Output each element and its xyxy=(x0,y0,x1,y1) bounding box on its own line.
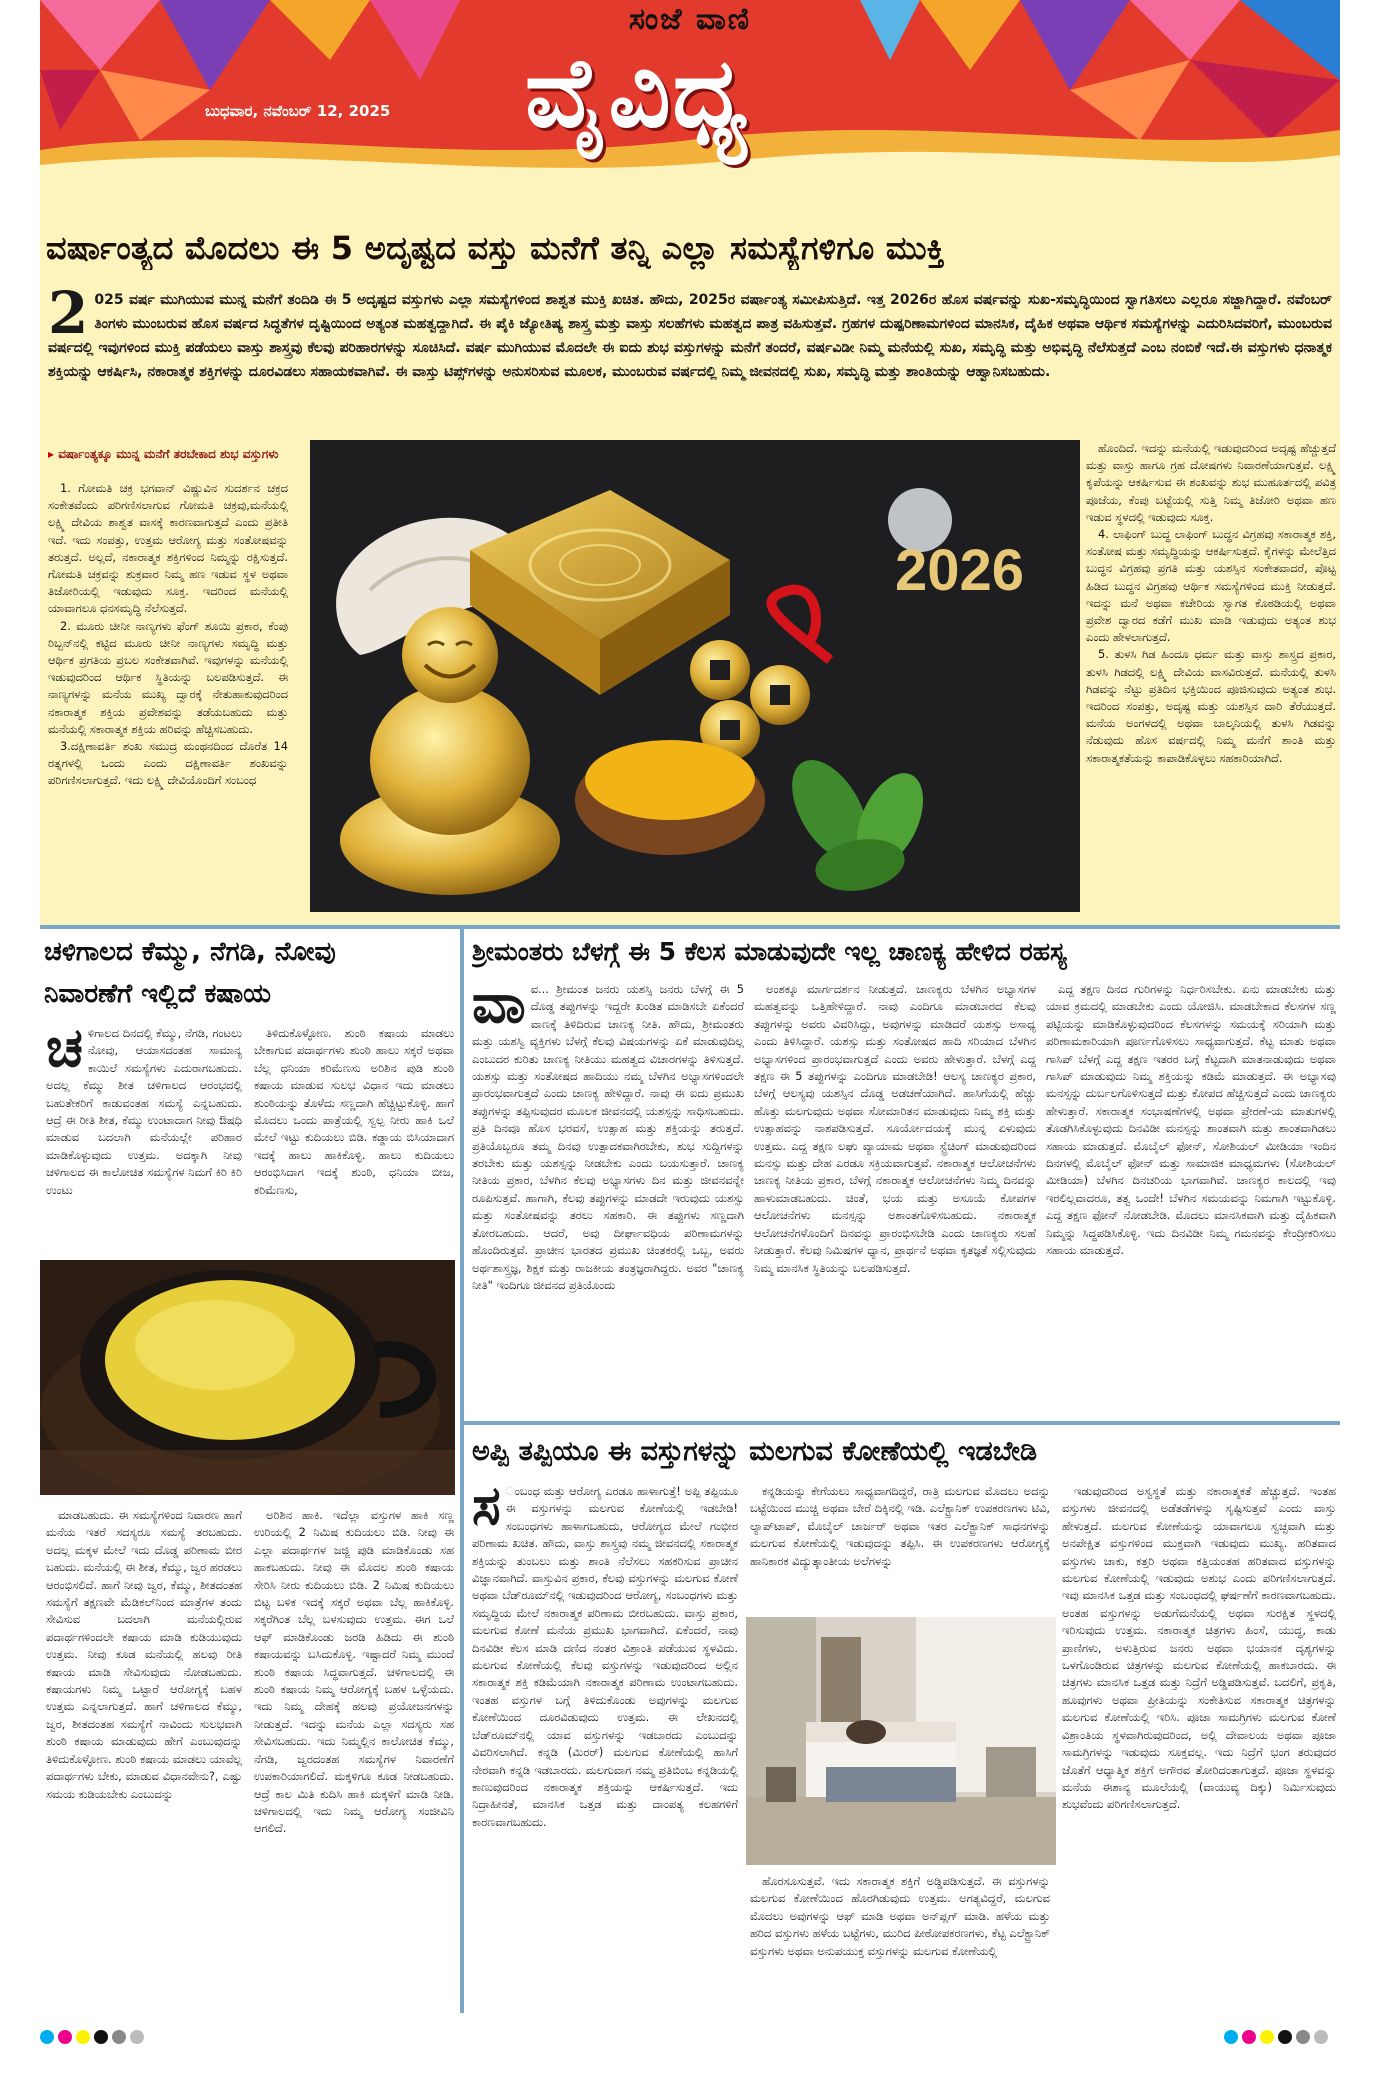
bedroom-column-2-top xyxy=(750,1483,1050,1611)
drop-initial: ಚ xyxy=(46,1025,83,1079)
remedy-column-3 xyxy=(46,1507,242,2007)
paragraph: ಅಂಶಕ್ಕೂ ಮಾರ್ಗದರ್ಶನ ನೀಡುತ್ತದೆ. ಚಾಣಕ್ಯರು ಬೆಳಗಿನ ಅಭ್ಯಾಸಗಳ ಮಹತ್ವವನ್ನು ಒತ್ತಿಹೇಳಿದ್ದಾರೆ. ನಾವು ಎಂದಿಗೂ ಮಾಡಬಾರದ ಕೆಲವು ತಪ್ಪುಗಳನ್ನು ಅವರು ವಿವರಿಸಿದ್ದು, ಅವುಗಳನ್ನು ಮಾಡಿದರೆ ಯಶಸ್ಸು ಅಸಾಧ್ಯ ಎಂದು ತಿಳಿಸಿದ್ದಾರೆ. ಯಶಸ್ಸು ಮತ್ತು ಸಂತೋಷದ ಹಾದಿ ಸರಿಯಾದ ಬೆಳಗಿನ ಅಭ್ಯಾಸಗಳಿಂದ ಪ್ರಾರಂಭವಾಗುತ್ತದೆ ಎಂದು ಅವರು ಹೇಳುತ್ತಾರೆ. ಬೆಳಗ್ಗೆ ಎದ್ದ ತಕ್ಷಣ ಈ 5 ತಪ್ಪುಗಳನ್ನು ಎಂದಿಗೂ ಮಾಡಬೇಡಿ! ಆಲಸ್ಯ ಚಾಣಕ್ಯರ ಪ್ರಕಾರ, ಬೆಳಗ್ಗೆ ಆಲಸ್ಯವು ಯಶಸ್ಸಿನ ದೊಡ್ಡ ಅಡಚಣೆಯಾಗಿದೆ. ಹಾಸಿಗೆಯಲ್ಲಿ ಹೆಚ್ಚು ಹೊತ್ತು ಮಲಗುವುದು ಅಥವಾ ಸೋಮಾರಿತನ ಮಾಡುವುದು ನಿಮ್ಮ ಶಕ್ತಿ ಮತ್ತು ಉತ್ಸಾಹವನ್ನು ನಾಶಪಡಿಸುತ್ತದೆ. ಸೂರ್ಯೋದಯಕ್ಕೆ ಮುನ್ನ ಏಳುವುದು ಉತ್ತಮ. ಎದ್ದ ತಕ್ಷಣ ಲಘು ವ್ಯಾಯಾಮ ಅಥವಾ ಸ್ಟ್ರೆಚಿಂಗ್ ಮಾಡುವುದರಿಂದ ಮನಸ್ಸು ಮತ್ತು ದೇಹ ಎರಡೂ ಸಕ್ರಿಯವಾಗುತ್ತವೆ. ನಕಾರಾತ್ಮಕ ಆಲೋಚನೆಗಳು ಚಾಣಕ್ಯ ನೀತಿಯ ಪ್ರಕಾರ, ಬೆಳಗ್ಗೆ ನಕಾರಾತ್ಮಕ ಆಲೋಚನೆಗಳು ನಿಮ್ಮ ದಿನವನ್ನು ಹಾಳುಮಾಡಬಹುದು. ಚಿಂತೆ, ಭಯ ಮತ್ತು ಅಸೂಯೆ ಕೋಪಗಳ ಆಲೋಚನೆಗಳು ಮನಸ್ಸನ್ನು ಅಶಾಂತಗೊಳಿಸಬಹುದು. ನಕಾರಾತ್ಮಕ ಆಲೋಚನೆಗಳೊಂದಿಗೆ ದಿನವನ್ನು ಪ್ರಾರಂಭಿಸಬೇಡಿ ಎಂದು ಚಾಣಕ್ಯರು ಸಲಹೆ ನೀಡುತ್ತಾರೆ. ಕೆಲವು ನಿಮಿಷಗಳ ಧ್ಯಾನ, ಪ್ರಾರ್ಥನೆ ಅಥವಾ ಕೃತಜ್ಞತೆ ಸಲ್ಲಿಸುವುದು ನಿಮ್ಮ ಮಾನಸಿಕ ಸ್ಥಿತಿಯನ್ನು ಬಲಪಡಿಸುತ್ತದೆ. xyxy=(754,982,1036,1275)
chanakya-column-3 xyxy=(1046,981,1336,1413)
masthead xyxy=(40,0,1340,190)
tea-cup-illustration xyxy=(40,1260,455,1495)
remedy-column-1 xyxy=(46,1025,242,1255)
paragraph: ಅರಿಶಿನ ಹಾಕಿ. ಇದೆಲ್ಲಾ ವಸ್ತುಗಳ ಹಾಕಿ ಸಣ್ಣ ಉರಿಯಲ್ಲಿ 2 ನಿಮಿಷ ಕುದಿಯಲು ಬಿಡಿ. ನೀವು ಈ ಎಲ್ಲಾ ಪದಾರ್ಥಗಳ ಜಜ್ಜಿ ಪುಡಿ ಮಾಡಿಕೊಂಡು ಸಹ ಹಾಕಬಹುದು. ನೀವು ಈ ಮೊದಲ ಶುಂಠಿ ಕಷಾಯ ಸೇರಿಸಿ ನೀರು ಕುದಿಯಲು ಬಿಡಿ. 2 ನಿಮಿಷ ಕುದಿಯಲು ಬಿಟ್ಟ ಬಳಿಕ ಇದಕ್ಕೆ ಸಕ್ಕರೆ ಅಥವಾ ಬೆಲ್ಲ ಹಾಕಿಕೊಳ್ಳಿ. ಸಕ್ಕರೆಗಿಂತ ಬೆಲ್ಲ ಬಳಸುವುದು ಉತ್ತಮ. ಈಗ ಒಲೆ ಆಫ್ ಮಾಡಿಕೊಂಡು ಜರಡಿ ಹಿಡಿದು ಈ ಶುಂಠಿ ಕಷಾಯವನ್ನು ಬಸಿದುಕೊಳ್ಳಿ. ಇಷ್ಟಾದರೆ ನಿಮ್ಮ ಮುಂದೆ ಶುಂಠಿ ಕಷಾಯ ಸಿದ್ಧವಾಗುತ್ತದೆ. ಚಳಿಗಾಲದಲ್ಲಿ ಈ ಶುಂಠಿ ಕಷಾಯ ನಿಮ್ಮ ಆರೋಗ್ಯಕ್ಕೆ ಬಹಳ ಒಳ್ಳೆಯದು. ಇದು ನಿಮ್ಮ ದೇಹಕ್ಕೆ ಹಲವು ಪ್ರಯೋಜನಗಳನ್ನು ನೀಡುತ್ತದೆ. ಇದನ್ನು ಮನೆಯ ಎಲ್ಲಾ ಸದಸ್ಯರು ಸಹ ಸೇವಿಸಬಹುದು. ಇದು ನಿಮ್ಮಲ್ಲಿನ ಕಾಲೋಚಿತ ಕೆಮ್ಮು, ನೆಗಡಿ, ಜ್ವರದಂತಹ ಸಮಸ್ಯೆಗಳ ನಿವಾರಣೆಗೆ ಉಪಕಾರಿಯಾಗಲಿದೆ. ಮಕ್ಕಳಿಗೂ ಕೂಡ ನೀಡಬಹುದು. ಆದ್ರೆ ಕಾಲ ಮಿತಿ ಕುದಿಸಿ ಹಾಕಿ ಮಕ್ಕಳಿಗೆ ಮಾಡಿ ನೀಡಿ. ಚಳಿಗಾಲದಲ್ಲಿ ಇದು ನಿಮ್ಮ ಆರೋಗ್ಯ ಸಂಜೀವಿನಿ ಆಗಲಿದೆ. xyxy=(254,1508,454,1836)
dateline: ಬುಧವಾರ, ನವೆಂಬರ್ 12, 2025 xyxy=(205,102,391,120)
paragraph: ಕನ್ನಡಿಯನ್ನು ಕೇಗೆಯಲು ಸಾಧ್ಯವಾಗದಿದ್ದರೆ, ರಾತ್ರಿ ಮಲಗುವ ಮೊದಲು ಅದನ್ನು ಬಟ್ಟೆಯಿಂದ ಮುಚ್ಚಿ ಅಥವಾ ಬೇರೆ ದಿಕ್ಕಿನಲ್ಲಿ ಇಡಿ. ಎಲೆಕ್ಟ್ರಾನಿಕ್ ಉಪಕರಣಗಳು ಟಿವಿ, ಲ್ಯಾಪ್‌ಟಾಪ್, ಮೊಬೈಲ್ ಚಾರ್ಜರ್ ಅಥವಾ ಇತರ ಎಲೆಕ್ಟ್ರಾನಿಕ್ ಸಾಧನಗಳನ್ನು ಮಲಗುವ ಕೋಣೆಯಲ್ಲಿ ಇಡುವುದನ್ನು ತಪ್ಪಿಸಿ. ಈ ಉಪಕರಣಗಳು ಆರೋಗ್ಯಕ್ಕೆ ಹಾನಿಕಾರಕ ವಿದ್ಯುತ್ಕಾಂತೀಯ ಅಲೆಗಳನ್ನು xyxy=(750,1484,1050,1568)
bedroom-column-1 xyxy=(472,1483,738,2008)
paragraph: 3.ದಕ್ಷಿಣಾವರ್ತಿ ಶಂಖ ಸಮುದ್ರ ಮಂಥನದಿಂದ ದೊರೆತ 14 ರತ್ನಗಳಲ್ಲಿ ಒಂದು ಎಂದು ದಕ್ಷಿಣಾವರ್ತಿ ಶಂಖವನ್ನು ಪರಿಗಣಿಸಲಾಗುತ್ತದೆ. ಇದು ಲಕ್ಷ್ಮಿ ದೇವಿಯೊಂದಿಗೆ ಸಂಬಂಧ xyxy=(48,739,288,788)
section-rule xyxy=(40,925,1340,929)
remedy-column-2 xyxy=(254,1025,454,1255)
bedroom-column-3 xyxy=(1062,1483,1336,2008)
remedy-column-4 xyxy=(254,1507,454,2007)
article-headline: ವರ್ಷಾಂತ್ಯದ ಮೊದಲು ಈ 5 ಅದೃಷ್ಟದ ವಸ್ತು ಮನೆಗೆ ತನ್ನಿ ಎಲ್ಲಾ ಸಮಸ್ಯೆಗಳಿಗೂ ಮುಕ್ತಿ xyxy=(46,229,945,267)
bedroom-column-2-bottom xyxy=(750,1873,1050,2008)
remedy-headline-line2: ನಿವಾರಣೆಗೆ ಇಲ್ಲಿದೆ ಕಷಾಯ xyxy=(44,979,272,1009)
paragraph: 5. ತುಳಸಿ ಗಿಡ ಹಿಂದೂ ಧರ್ಮ ಮತ್ತು ವಾಸ್ತು ಶಾಸ್ತ್ರದ ಪ್ರಕಾರ, ತುಳಸಿ ಗಿಡದಲ್ಲಿ ಲಕ್ಷ್ಮಿ ದೇವಿಯ ವಾಸವಿರುತ್ತದೆ. ಮನೆಯಲ್ಲಿ ತುಳಸಿ ಗಿಡವನ್ನು ನೆಟ್ಟು ಪ್ರತಿದಿನ ಭಕ್ತಿಯಿಂದ ಪೂಜಿಸುವುದು ಅತ್ಯಂತ ಶುಭ. ಇದರಿಂದ ಸಂಪತ್ತು, ಅದೃಷ್ಟ ಮತ್ತು ಯಶಸ್ಸಿನ ದಾರಿ ತೆರೆಯುತ್ತದೆ. ಮನೆಯ ಅಂಗಳದಲ್ಲಿ ಅಥವಾ ಬಾಲ್ಕನಿಯಲ್ಲಿ ತುಳಸಿ ಗಿಡವನ್ನು ನೆಡುವುದು ಹೊಸ ವರ್ಷದಲ್ಲಿ ನಿಮ್ಮ ಮನೆಗೆ ಶಾಂತಿ ಮತ್ತು ಸಕಾರಾತ್ಮಕತೆಯನ್ನು ಕಾಪಾಡಿಕೊಳ್ಳಲು ಸಹಕಾರಿಯಾಗಿದೆ. xyxy=(1086,647,1336,765)
drop-initial: ಸ xyxy=(472,1483,501,1537)
paragraph: 1. ಗೋಮತಿ ಚಕ್ರ ಭಗವಾನ್ ವಿಷ್ಣುವಿನ ಸುದರ್ಶನ ಚಕ್ರದ ಸಂಕೇತವೆಂದು ಪರಿಗಣಿಸಲಾಗುವ ಗೋಮತಿ ಚಕ್ರವು,ಮನೆಯಲ್ಲಿ ಲಕ್ಷ್ಮಿ ದೇವಿಯ ಶಾಶ್ವತ ವಾಸಕ್ಕೆ ಕಾರಣವಾಗುತ್ತದೆ ಎಂದು ಪ್ರತೀತಿ ಇದೆ. ಇದು ಸಂಪತ್ತು, ಉತ್ತಮ ಆರೋಗ್ಯ ಮತ್ತು ಸಂತೋಷವನ್ನು ತರುತ್ತದೆ. ಅಲ್ಲದೆ, ನಕಾರಾತ್ಮಕ ಶಕ್ತಿಗಳಿಂದ ನಿಮ್ಮನ್ನು ರಕ್ಷಿಸುತ್ತದೆ. ಗೋಮತಿ ಚಕ್ರವನ್ನು ಶುಕ್ರವಾರ ನಿಮ್ಮ ಹಣ ಇಡುವ ಸ್ಥಳ ಅಥವಾ ತಿಜೋರಿಯಲ್ಲಿ ಇಡುವುದು ಸೂಕ್ತ. ಇದರಿಂದ ಮನೆಯಲ್ಲಿ ಯಾವಾಗಲೂ ಧನಸಮೃದ್ಧಿ ನೆಲೆಸುತ್ತದೆ. xyxy=(48,481,288,616)
article-column-left xyxy=(48,480,288,910)
ginger-kashaya-photo xyxy=(40,1260,455,1495)
paragraph: ಂಬಂಧ ಮತ್ತು ಆರೋಗ್ಯ ಎರಡೂ ಹಾಳಾಗುತ್ತೆ! ಅಪ್ಪಿ ತಪ್ಪಿಯೂ ಈ ವಸ್ತುಗಳನ್ನು ಮಲಗುವ ಕೋಣೆಯಲ್ಲಿ ಇಡಬೇಡಿ! ಸಂಬಂಧಗಳು ಹಾಳಾಗಬಹುದು, ಆರೋಗ್ಯದ ಮೇಲೆ ಗಂಭೀರ ಪರಿಣಾಮ ಖಚಿತ. ಹೌದು, ವಾಸ್ತು ಶಾಸ್ತ್ರವು ನಮ್ಮ ಜೀವನದಲ್ಲಿ ಸಕಾರಾತ್ಮಕ ಶಕ್ತಿಯನ್ನು ತುಂಬಲು ಮತ್ತು ಶಾಂತಿ ನೆಲೆಸಲು ಸಹಕರಿಸುವ ಪ್ರಾಚೀನ ವಿಜ್ಞಾನವಾಗಿದೆ. ವಾಸ್ತುವಿನ ಪ್ರಕಾರ, ಕೆಲವು ವಸ್ತುಗಳನ್ನು ಮಲಗುವ ಕೋಣೆ ಅಥವಾ ಬೆಡ್‌ರೂಮ್‌ನಲ್ಲಿ ಇಡುವುದರಿಂದ ಆರೋಗ್ಯ, ಸಂಬಂಧಗಳು ಮತ್ತು ಸಮೃದ್ಧಿಯ ಮೇಲೆ ನಕಾರಾತ್ಮಕ ಪರಿಣಾಮ ಬೀರಬಹುದು. ವಾಸ್ತು ಪ್ರಕಾರ, ಮಲಗುವ ಕೋಣೆ ಮನೆಯ ಪ್ರಮುಖ ಭಾಗವಾಗಿದೆ. ಏಕೆಂದರೆ, ನಾವು ದಿನವಿಡೀ ಕೆಲಸ ಮಾಡಿ ದಣಿದ ನಂತರ ವಿಶ್ರಾಂತಿ ಪಡೆಯುವ ಸ್ಥಳವಿದು. ಮಲಗುವ ಕೋಣೆಯಲ್ಲಿ ಕೆಲವು ವಸ್ತುಗಳನ್ನು ಇಡುವುದರಿಂದ ಅಲ್ಲಿನ ಸಕಾರಾತ್ಮಕ ಶಕ್ತಿ ಕಡಿಮೆಯಾಗಿ ನಕಾರಾತ್ಮಕ ಪರಿಣಾಮ ಉಂಟಾಗಬಹುದು. ಇಂತಹ ವಸ್ತುಗಳ ಬಗ್ಗೆ ತಿಳಿದುಕೊಂಡು ಅವುಗಳನ್ನು ಮಲಗುವ ಕೋಣೆಯಿಂದ ದೂರವಿಡುವುದು ಉತ್ತಮ. ಈ ಲೇಖನದಲ್ಲಿ ಬೆಡ್‌ರೂಮ್‌ನಲ್ಲಿ ಯಾವ ವಸ್ತುಗಳನ್ನು ಇಡಬಾರದು ಎಂಬುದನ್ನು ವಿವರಿಸಲಾಗಿದೆ. ಕನ್ನಡಿ (ಮಿರರ್) ಮಲಗುವ ಕೋಣೆಯಲ್ಲಿ ಹಾಸಿಗೆ ನೇರವಾಗಿ ಕನ್ನಡಿ ಇಡಬಾರದು. ಮಲಗುವಾಗ ನಮ್ಮ ಪ್ರತಿಬಿಂಬ ಕನ್ನಡಿಯಲ್ಲಿ ಕಾಣುವುದರಿಂದ ನಕಾರಾತ್ಮಕ ಶಕ್ತಿಯನ್ನು ಆಕರ್ಷಿಸುತ್ತದೆ. ಇದು ನಿದ್ರಾಹೀನತೆ, ಮಾನಸಿಕ ಒತ್ತಡ ಮತ್ತು ದಾಂಪತ್ಯ ಕಲಹಗಳಿಗೆ ಕಾರಣವಾಗಬಹುದು. xyxy=(472,1484,738,1829)
color-registration-marks-right xyxy=(1224,2030,1328,2044)
article-lead xyxy=(48,279,1332,384)
dropcap: 2 xyxy=(48,279,89,347)
section-rule xyxy=(464,1421,1340,1425)
lucky-items-illustration xyxy=(310,440,1080,912)
article-lucky-items xyxy=(40,190,1340,925)
bedroom-illustration xyxy=(746,1617,1056,1865)
bedroom-headline: ಅಪ್ಪಿ ತಪ್ಪಿಯೂ ಈ ವಸ್ತುಗಳನ್ನು ಮಲಗುವ ಕೋಣೆಯಲ್ಲಿ ಇಡಬೇಡಿ xyxy=(472,1436,1038,1467)
paragraph: ವ... ಶ್ರೀಮಂತ ಜನರು ಯಶಸ್ಸಿ ಜನರು ಬೆಳಗ್ಗೆ ಈ 5 ದೊಡ್ಡ ತಪ್ಪುಗಳನ್ನು ಇದ್ದರೇ ಖಂಡಿತ ಮಾಡಿಸಬೇ ಏಕೆಂದರೆ ವಾಣಕ್ಕೆ ತಿಳಿದಿರುವ ಚಾಣಕ್ಯ ನೀತಿ. ಹೌದು, ಶ್ರೀಮಂತರು ಮತ್ತು ಯಶಸ್ವಿ ವ್ಯಕ್ತಿಗಳು ಬೆಳಗ್ಗೆ ಕೆಲವು ವಿಷಯಗಳನ್ನು ಏಕೆ ಮಾಡುವುದಿಲ್ಲ ಎಂಬುದರ ಕುರಿತು ಚಾಣಕ್ಯ ನೀತಿಯು ಮಹತ್ವದ ವಿಚಾರಗಳನ್ನು ತಿಳಿಸುತ್ತದೆ. ಯಶಸ್ಸು ಮತ್ತು ಸಂತೋಷದ ಹಾದಿಯು ನಮ್ಮ ಬೆಳಗಿನ ಅಭ್ಯಾಸಗಳಿಂದಲೇ ಪ್ರಾರಂಭವಾಗುತ್ತದೆ ಎಂದು ಚಾಣಕ್ಯ ಹೇಳಿದ್ದಾರೆ. ನಾವು ಈ ಐದು ಪ್ರಮುಖ ತಪ್ಪುಗಳನ್ನು ತಪ್ಪಿಸುವುದರ ಮೂಲಕ ಜೀವನದಲ್ಲಿ ಯಶಸ್ಸನ್ನು ಸಾಧಿಸಬಹುದು. ಪ್ರತಿ ದಿನವೂ ಹೊಸ ಭರವಸೆ, ಉತ್ಸಾಹ ಮತ್ತು ಶಕ್ತಿಯನ್ನು ತರುತ್ತದೆ. ಪ್ರತಿಯೊಬ್ಬರೂ ತಮ್ಮ ದಿನವು ಉತ್ಪಾದಕವಾಗಿರಬೇಕು, ಶುಭ ಸುದ್ದಿಗಳನ್ನು ತರಬೇಕು ಮತ್ತು ಯಶಸ್ಸನ್ನು ನೀಡಬೇಕು ಎಂದು ಬಯಸುತ್ತಾರೆ. ಚಾಣಕ್ಯ ನೀತಿಯ ಪ್ರಕಾರ, ಬೆಳಗಿನ ಕೆಲವು ಅಭ್ಯಾಸಗಳು ದಿನ ಮತ್ತು ಜೀವನವನ್ನೇ ರೂಪಿಸುತ್ತವೆ. ಹಾಗಾಗಿ, ಕೆಲವು ತಪ್ಪುಗಳನ್ನು ಮಾಡದೇ ಇರುವುದು ಯಶಸ್ಸು ಮತ್ತು ಸಂತೋಷವನ್ನು ತರಲು ಸಹಕಾರಿ. ಈ ತಪ್ಪುಗಳು ಸಣ್ಣದಾಗಿ ತೋರಬಹುದು. ಆದರೆ, ಅವು ದೀರ್ಘಾವಧಿಯ ಪರಿಣಾಮಗಳನ್ನು ಹೊಂದಿರುತ್ತವೆ. ಪ್ರಾಚೀನ ಭಾರತದ ಪ್ರಮುಖ ಚಿಂತಕರಲ್ಲಿ ಒಬ್ಬ, ಅವರು ಅರ್ಥಶಾಸ್ತ್ರಜ್ಞ, ಶಿಕ್ಷಕ ಮತ್ತು ರಾಜಕೀಯ ತಂತ್ರಜ್ಞರಾಗಿದ್ದರು. ಅವರ "ಚಾಣಕ್ಯ ನೀತಿ" ಇಂದಿಗೂ ಜೀವನದ ಪ್ರತಿಯೊಂದು xyxy=(472,982,744,1292)
chanakya-headline: ಶ್ರೀಮಂತರು ಬೆಳಗ್ಗೆ ಈ 5 ಕೆಲಸ ಮಾಡುವುದೇ ಇಲ್ಲ ಚಾಣಕ್ಯ ಹೇಳಿದ ರಹಸ್ಯ xyxy=(472,937,1067,966)
color-registration-marks-left xyxy=(40,2030,144,2044)
paragraph: ಎದ್ದ ತಕ್ಷಣ ದಿನದ ಗುರಿಗಳನ್ನು ನಿರ್ಧರಿಸಬೇಕು. ಏನು ಮಾಡಬೇಕು ಮತ್ತು ಯಾವ ಕ್ರಮದಲ್ಲಿ ಮಾಡಬೇಕು ಎಂದು ಯೋಜಿಸಿ. ಮಾಡಬೇಕಾದ ಕೆಲಸಗಳ ಸಣ್ಣ ಪಟ್ಟಿಯನ್ನು ಮಾಡಿಕೊಳ್ಳುವುದರಿಂದ ಕೆಲಸಗಳನ್ನು ಸಮಯಕ್ಕೆ ಸರಿಯಾಗಿ ಮತ್ತು ಪರಿಣಾಮಕಾರಿಯಾಗಿ ಪೂರ್ಣಗೊಳಿಸಲು ಸಾಧ್ಯವಾಗುತ್ತದೆ. ಕೆಟ್ಟ ಮಾತು ಅಥವಾ ಗಾಸಿಪ್ ಬೆಳಗ್ಗೆ ಎದ್ದ ತಕ್ಷಣ ಇತರರ ಬಗ್ಗೆ ಕೆಟ್ಟದಾಗಿ ಮಾತನಾಡುವುದು ಅಥವಾ ಗಾಸಿಪ್ ಮಾಡುವುದು ನಿಮ್ಮ ಶಕ್ತಿಯನ್ನು ಕಡಿಮೆ ಮಾಡುತ್ತದೆ. ಈ ಅಭ್ಯಾಸವು ಮನಸ್ಸನ್ನು ದುರ್ಬಲಗೊಳಿಸುತ್ತದೆ ಮತ್ತು ಕೋಪದ ಹೆಚ್ಚಿಸುತ್ತದೆ ಎಂದು ಚಾಣಕ್ಯರು ಹೇಳುತ್ತಾರೆ. ಸಕಾರಾತ್ಮಕ ಸಂಭಾಷಣೆಗಳಲ್ಲಿ ಅಥವಾ ಪ್ರೇರಣೆ-ಯ ಮಾತುಗಳಲ್ಲಿ ತೊಡಗಿಸಿಕೊಳ್ಳುವುದು ದಿನವಿಡೀ ಮನಸ್ಸನ್ನು ಶಾಂತವಾಗಿ ಮತ್ತು ಶಾಂತವಾಗಿಡಲು ಸಹಾಯ ಮಾಡುತ್ತದೆ. ಮೊಬೈಲ್ ಫೋನ್, ಸೋಶಿಯಲ್ ಮೀಡಿಯಾ ಇಂದಿನ ದಿನಗಳಲ್ಲಿ ಮೊಬೈಲ್ ಫೋನ್ ಮತ್ತು ಸಾಮಾಜಿಕ ಮಾಧ್ಯಮಗಳು (ಸೋಶಿಯಲ್ ಮೀಡಿಯಾ) ಬೆಳಗಿನ ದಿನಚರಿಯ ಭಾಗವಾಗಿವೆ. ಚಾಣಕ್ಯರ ಕಾಲದಲ್ಲಿ ಇವು ಇರಲಿಲ್ಲವಾದರೂ, ತತ್ವ ಒಂದೇ! ಬೆಳಗಿನ ಸಮಯವನ್ನು ನಿಮಗಾಗಿ ಇಟ್ಟುಕೊಳ್ಳಿ. ಎದ್ದ ತಕ್ಷಣ ಫೋನ್ ನೋಡಬೇಡಿ. ಮೊದಲು ಮಾನಸಿಕವಾಗಿ ಮತ್ತು ದೈಹಿಕವಾಗಿ ನಿಮ್ಮನ್ನು ಸಿದ್ಧಪಡಿಸಿಕೊಳ್ಳಿ. ಇದು ದಿನವಿಡೀ ನಿಮ್ಮ ಗಮನವನ್ನು ಕೇಂದ್ರೀಕರಿಸಲು ಸಹಾಯ ಮಾಡುತ್ತದೆ. xyxy=(1046,982,1336,1258)
paragraph: ಇಡುವುದರಿಂದ ಅಸ್ವಸ್ಥತೆ ಮತ್ತು ನಕಾರಾತ್ಮಕತೆ ಹೆಚ್ಚುತ್ತದೆ. ಇಂತಹ ವಸ್ತುಗಳು ಜೀವನದಲ್ಲಿ ಅಡೆತಡೆಗಳನ್ನು ಸೃಷ್ಟಿಸುತ್ತವೆ ಎಂದು ವಾಸ್ತು ಹೇಳುತ್ತದೆ. ಮಲಗುವ ಕೋಣೆಯನ್ನು ಯಾವಾಗಲೂ ಸ್ವಚ್ಛವಾಗಿ ಮತ್ತು ಅನಪೇಕ್ಷಿತ ವಸ್ತುಗಳಿಂದ ಮುಕ್ತವಾಗಿ ಇಡುವುದು ಮುಖ್ಯ. ಹರಿತವಾದ ವಸ್ತುಗಳು ಚಾಕು, ಕತ್ತರಿ ಅಥವಾ ಕತ್ತಿಯಂತಹ ಹರಿತವಾದ ವಸ್ತುಗಳನ್ನು ಮಲಗುವ ಕೋಣೆಯಲ್ಲಿ ಇಡುವುದು ಅಶುಭ ಎಂದು ಪರಿಗಣಿಸಲಾಗುತ್ತದೆ. ಇವು ಮಾನಸಿಕ ಒತ್ತಡ ಮತ್ತು ಸಂಬಂಧದಲ್ಲಿ ಘರ್ಷಣೆಗೆ ಕಾರಣವಾಗಬಹುದು. ಅಂತಹ ವಸ್ತುಗಳನ್ನು ಅಡುಗೆಮನೆಯಲ್ಲಿ ಅಥವಾ ಸುರಕ್ಷಿತ ಸ್ಥಳದಲ್ಲಿ ಇರಿಸುವುದು ಉತ್ತಮ. ನಕಾರಾತ್ಮಕ ಚಿತ್ರಗಳು ಹಿಂಸೆ, ಯುದ್ಧ, ಕಾಡು ಪ್ರಾಣಿಗಳು, ಅಳುತ್ತಿರುವ ಜನರು ಅಥವಾ ಭಯಾನಕ ದೃಶ್ಯಗಳನ್ನು ಒಳಗೊಂಡಿರುವ ಚಿತ್ರಗಳನ್ನು ಮಲಗುವ ಕೋಣೆಯಲ್ಲಿ ಹಾಕಬಾರದು. ಈ ಚಿತ್ರಗಳು ಮಾನಸಿಕ ಒತ್ತಡ ಮತ್ತು ನಿದ್ರೆಗೆ ಅಡ್ಡಿಪಡಿಸುತ್ತವೆ. ಬದಲಿಗೆ, ಪ್ರಕೃತಿ, ಹೂವುಗಳು ಅಥವಾ ಪ್ರೀತಿಯನ್ನು ಸಂಕೇತಿಸುವ ಸಕಾರಾತ್ಮಕ ಚಿತ್ರಗಳನ್ನು ಮಲಗುವ ಕೋಣೆಯಲ್ಲಿ ಇರಿಸಿ. ಪೂಜಾ ಸಾಮಗ್ರಿಗಳು ಮಲಗುವ ಕೋಣೆ ವಿಶ್ರಾಂತಿಯ ಸ್ಥಳವಾಗಿರುವುದರಿಂದ, ಅಲ್ಲಿ ದೇವಾಲಯ ಅಥವಾ ಪೂಜಾ ಸಾಮಗ್ರಿಗಳನ್ನು ಇಡುವುದು ಸೂಕ್ತವಲ್ಲ. ಇದು ನಿದ್ರೆಗೆ ಭಂಗ ತರುವುದರ ಜೊತೆಗೆ ಆಧ್ಯಾತ್ಮಿಕ ಶಕ್ತಿಗೆ ಅಗೌರವ ತೋರಿದಂತಾಗುತ್ತದೆ. ಪೂಜಾ ಸ್ಥಳವನ್ನು ಮನೆಯ ಈಶಾನ್ಯ ಮೂಲೆಯಲ್ಲಿ (ವಾಯುವ್ಯ ದಿಕ್ಕು) ನಿರ್ಮಿಸುವುದು ಶುಭವೆಂದು ಪರಿಗಣಿಸಲಾಗುತ್ತದೆ. xyxy=(1062,1484,1336,1812)
newspaper-page xyxy=(40,0,1340,2087)
lead-text: 025 ವರ್ಷ ಮುಗಿಯುವ ಮುನ್ನ ಮನೆಗೆ ತಂದಿಡಿ ಈ 5 ಅದೃಷ್ಟದ ವಸ್ತುಗಳು ಎಲ್ಲಾ ಸಮಸ್ಯೆಗಳಿಂದ ಶಾಶ್ವತ ಮುಕ್ತಿ ಖಚಿತ. ಹೌದು, 2025ರ ವರ್ಷಾಂತ್ಯ ಸಮೀಪಿಸುತ್ತಿದೆ. ಇತ್ತ 2026ರ ಹೊಸ ವರ್ಷವನ್ನು ಸುಖ-ಸಮೃದ್ಧಿಯಿಂದ ಸ್ವಾಗತಿಸಲು ಎಲ್ಲರೂ ಸಜ್ಜಾಗಿದ್ದಾರೆ. ನವೆಂಬರ್ ತಿಂಗಳು ಮುಂಬರುವ ಹೊಸ ವರ್ಷದ ಸಿದ್ಧತೆಗಳ ದೃಷ್ಟಿಯಿಂದ ಅತ್ಯಂತ ಮಹತ್ವದ್ದಾಗಿದೆ. ಈ ಪೈಕಿ ಜ್ಯೋತಿಷ್ಯ ಶಾಸ್ತ್ರ ಮತ್ತು ವಾಸ್ತು ಸಲಹೆಗಳು ಮಹತ್ವದ ಪಾತ್ರ ವಹಿಸುತ್ತವೆ. ಗ್ರಹಗಳ ದುಷ್ಪರಿಣಾಮಗಳಿಂದ ಮಾನಸಿಕ, ದೈಹಿಕ ಅಥವಾ ಆರ್ಥಿಕ ಸಮಸ್ಯೆಗಳನ್ನು ಎದುರಿಸಿದವರಿಗೆ, ಮುಂಬರುವ ವರ್ಷದಲ್ಲಿ ಇವುಗಳಿಂದ ಮುಕ್ತಿ ಪಡೆಯಲು ವಾಸ್ತು ಶಾಸ್ತ್ರವು ಕೆಲವು ಪರಿಹಾರಗಳನ್ನು ಸೂಚಿಸಿದೆ. ವರ್ಷ ಮುಗಿಯುವ ಮೊದಲೇ ಈ ಐದು ಶುಭ ವಸ್ತುಗಳನ್ನು ಮನೆಗೆ ತಂದರೆ, ವರ್ಷವಿಡೀ ನಿಮ್ಮ ಮನೆಯಲ್ಲಿ ಸುಖ, ಸಮೃದ್ಧಿ ಮತ್ತು ಅಭಿವೃದ್ಧಿ ನೆಲೆಸುತ್ತದೆ ಎಂಬ ನಂಬಿಕೆ ಇದೆ.ಈ ವಸ್ತುಗಳು ಧನಾತ್ಮಕ ಶಕ್ತಿಯನ್ನು ಆಕರ್ಷಿಸಿ, ನಕಾರಾತ್ಮಕ ಶಕ್ತಿಗಳನ್ನು ದೂರವಿಡಲು ಸಹಾಯಕವಾಗಿವೆ. ಈ ವಾಸ್ತು ಟಿಪ್ಸ್‌ಗಳನ್ನು ಅನುಸರಿಸುವ ಮೂಲಕ, ಮುಂಬರುವ ವರ್ಷದಲ್ಲಿ ನಿಮ್ಮ ಜೀವನದಲ್ಲಿ ಸುಖ, ಸಮೃದ್ಧಿ ಮತ್ತು ಶಾಂತಿಯನ್ನು ಆಹ್ವಾನಿಸಬಹುದು. xyxy=(48,292,1332,380)
paragraph: ಳಿಗಾಲದ ದಿನದಲ್ಲಿ ಕೆಮ್ಮು, ನೆಗಡಿ, ಗಂಟಲು ನೋವು, ಆಯಾಸದಂತಹ ಸಾಮಾನ್ಯ ಕಾಯಿಲೆ ಸಮಸ್ಯೆಗಳು ಎದುರಾಗಬಹುದು. ಅದಲ್ಲ ಕೆಮ್ಮು ಶೀತ ಚಳಿಗಾಲದ ಆರಂಭದಲ್ಲಿ ಬಹುತೇಕರಿಗೆ ಕಾಡುವಂತಹ ಸಮಸ್ಯೆ ಎನ್ನಬಹುದು. ಆದ್ರೆ ಈ ರೀತಿ ಶೀತ, ಕೆಮ್ಮು ಉಂಟಾದಾಗ ನೀವು ಔಷಧಿ ಮಾಡುವ ಬದಲಾಗಿ ಮನೆಯಲ್ಲೇ ಪರಿಹಾರ ಮಾಡಿಕೊಳ್ಳುವುದು ಉತ್ತಮ. ಅದಕ್ಕಾಗಿ ನೀವು ಚಳಿಗಾಲದ ಈ ಕಾಲೋಚಿತ ಸಮಸ್ಯೆಗಳ ನಿಮಗೆ ಕಿರಿ ಕಿರಿ ಉಂಟು xyxy=(46,1026,242,1197)
year-2026-label: 2026 xyxy=(895,538,1025,603)
paragraph: ಹೊರಸೂಸುತ್ತವೆ. ಇದು ಸಕಾರಾತ್ಮಕ ಶಕ್ತಿಗೆ ಅಡ್ಡಿಪಡಿಸುತ್ತದೆ. ಈ ವಸ್ತುಗಳನ್ನು ಮಲಗುವ ಕೋಣೆಯಿಂದ ಹೊರಗಿಡುವುದು ಉತ್ತಮ. ಅಗತ್ಯವಿದ್ದರೆ, ಮಲಗುವ ಮೊದಲು ಅವುಗಳನ್ನು ಆಫ್ ಮಾಡಿ ಅಥವಾ ಅನ್‌ಪ್ಲಗ್ ಮಾಡಿ. ಹಳೆಯ ಮತ್ತು ಹರಿದ ವಸ್ತುಗಳು ಹಳೆಯ ಬಟ್ಟೆಗಳು, ಮುರಿದ ಪೀಠೋಪಕರಣಗಳು, ಕೆಟ್ಟ ಎಲೆಕ್ಟ್ರಾನಿಕ್ ವಸ್ತುಗಳು ಅಥವಾ ಅನುಪಯುಕ್ತ ವಸ್ತುಗಳನ್ನು ಮಲಗುವ ಕೋಣೆಯಲ್ಲಿ xyxy=(750,1874,1050,1958)
turmeric-bowl xyxy=(575,740,765,855)
article-column-right xyxy=(1086,440,1336,910)
sub-heading: ▸ ವರ್ಷಾಂತ್ಯಕ್ಕೂ ಮುನ್ನ ಮನೆಗೆ ತರಬೇಕಾದ ಶುಭ ವಸ್ತುಗಳು xyxy=(48,446,288,462)
lower-section xyxy=(40,925,1340,2013)
paper-name: ಸಂಜೆ ವಾಣಿ xyxy=(628,2,752,37)
paragraph: 4. ಲಾಫಿಂಗ್ ಬುದ್ಧ ಲಾಫಿಂಗ್ ಬುದ್ಧನ ವಿಗ್ರಹವು ಸಕಾರಾತ್ಮಕ ಶಕ್ತಿ, ಸಂತೋಷ ಮತ್ತು ಸಮೃದ್ಧಿಯನ್ನು ಆಕರ್ಷಿಸುತ್ತದೆ. ಕೈಗಳನ್ನು ಮೇಲೆತ್ತಿದ ಬುದ್ಧನ ವಿಗ್ರಹವು ಪ್ರಗತಿ ಮತ್ತು ಯಶಸ್ಸಿನ ಸಂಕೇತವಾದರೆ, ಪೊಟ್ಟ ಹಿಡಿದ ಬುದ್ಧನ ವಿಗ್ರಹವು ಆರ್ಥಿಕ ಸಮಸ್ಯೆಗಳಿಂದ ಮುಕ್ತಿ ನೀಡುತ್ತದೆ. ಇದನ್ನು ಮನೆ ಅಥವಾ ಕಚೇರಿಯ ಸ್ವಾಗತ ಕೊಠಡಿಯಲ್ಲಿ ಅಥವಾ ಪ್ರವೇಶ ದ್ವಾರದ ಕಡೆಗೆ ಮುಖ ಮಾಡಿ ಇಡುವುದು ಅತ್ಯಂತ ಶುಭ ಎಂದು ಹೇಳಲಾಗುತ್ತದೆ. xyxy=(1086,527,1336,645)
paragraph: ಹೊಂದಿದೆ. ಇದನ್ನು ಮನೆಯಲ್ಲಿ ಇಡುವುದರಿಂದ ಅದೃಷ್ಟ ಹೆಚ್ಚುತ್ತದೆ ಮತ್ತು ವಾಸ್ತು ಹಾಗೂ ಗ್ರಹ ದೋಷಗಳು ನಿವಾರಣೆಯಾಗುತ್ತವೆ. ಲಕ್ಷ್ಮಿ ಕೃಪೆಯನ್ನು ಆಕರ್ಷಿಸುವ ಈ ಶಂಖವನ್ನು ಶುಭ ಮುಹೂರ್ತದಲ್ಲಿ ಪವಿತ್ರ ಪೂಜೆಯ, ಕೆಂಪು ಬಟ್ಟೆಯಲ್ಲಿ ಸುತ್ತಿ ನಿಮ್ಮ ತಿಜೋರಿ ಅಥವಾ ಹಣ ಇಡುವ ಸ್ಥಳದಲ್ಲಿ ಇಡುವುದು ಸೂಕ್ತ. xyxy=(1086,441,1336,524)
paragraph: ತಿಳಿದುಕೊಳ್ಳೋಣ. ಶುಂಠಿ ಕಷಾಯ ಮಾಡಲು ಬೇಕಾಗುವ ಪದಾರ್ಥಗಳು ಶುಂಠಿ ಹಾಲು ಸಕ್ಕರೆ ಅಥವಾ ಬೆಲ್ಲ ಧನಿಯಾ ಕರಿಮೆಣಸು ಅರಿಶಿನ ಪುಡಿ ಶುಂಠಿ ಕಷಾಯ ಮಾಡುವ ಸುಲಭ ವಿಧಾನ ಇದು ಮಾಡಲು ಶುಂಠಿಯನ್ನು ತೊಳೆದು ಸಣ್ಣದಾಗಿ ಹೆಚ್ಚಿಟ್ಟುಕೊಳ್ಳಿ. ಹಾಗೆ ಮೊದಲು ಒಂದು ಪಾತ್ರೆಯಲ್ಲಿ ಸ್ವಲ್ಪ ನೀರು ಹಾಕಿ ಒಲೆ ಮೇಲೆ ಇಟ್ಟು ಕುದಿಯಲು ಬಿಡಿ. ಕಡ್ಡಾಯ ಬಿಸಿಯಾದಾಗ ಇದಕ್ಕೆ ಹಾಲು ಹಾಕಿಕೊಳ್ಳಿ. ಹಾಲು ಕುದಿಯಲು ಆರಂಭಿಸಿದಾಗ ಇದಕ್ಕೆ ಶುಂಠಿ, ಧನಿಯಾ ಬೀಜ, ಕರಿಮೆಣಸು, xyxy=(254,1026,454,1197)
lucky-items-photo xyxy=(310,440,1080,912)
chanakya-column-1 xyxy=(472,981,744,1413)
chanakya-column-2 xyxy=(754,981,1036,1413)
drop-initial: ವಾ xyxy=(472,981,526,1035)
bedroom-photo xyxy=(746,1617,1056,1865)
remedy-headline-line1: ಚಳಿಗಾಲದ ಕೆಮ್ಮು, ನೆಗಡಿ, ನೋವು xyxy=(44,937,336,967)
paragraph: 2. ಮೂರು ಚೀನೀ ನಾಣ್ಯಗಳು ಫೆಂಗ್ ಶೂಯಿ ಪ್ರಕಾರ, ಕೆಂಪು ರಿಬ್ಬನ್‌ನಲ್ಲಿ ಕಟ್ಟಿದ ಮೂರು ಚೀನೀ ನಾಣ್ಯಗಳು ಸಮೃದ್ಧಿ ಮತ್ತು ಆರ್ಥಿಕ ಪ್ರಗತಿಯ ಪ್ರಬಲ ಸಂಕೇತವಾಗಿವೆ. ಇವುಗಳನ್ನು ಮನೆಯಲ್ಲಿ ಇಡುವುದರಿಂದ ಆರ್ಥಿಕ ಸ್ಥಿತಿಯನ್ನು ಬಲಪಡಿಸುತ್ತದೆ. ಈ ನಾಣ್ಯಗಳನ್ನು ಮನೆಯ ಮುಖ್ಯ ದ್ವಾರಕ್ಕೆ ನೇತುಹಾಕುವುದರಿಂದ ನಕಾರಾತ್ಮಕ ಶಕ್ತಿಯ ಪ್ರವೇಶವನ್ನು ತಡೆಯಬಹುದು ಮತ್ತು ಮನೆಯಲ್ಲಿ ಸಕಾರಾತ್ಮಕ ಶಕ್ತಿಯ ಹರಿವನ್ನು ಹೆಚ್ಚಿಸಬಹುದು. xyxy=(48,618,288,736)
column-rule xyxy=(460,925,464,2013)
section-title: ವೈವಿಧ್ಯ xyxy=(525,36,750,149)
paragraph: ಮಾಡಬಹುದು. ಈ ಸಮಸ್ಯೆಗಳಿಂದ ನಿವಾರಣ ಹಾಗೆ ಮನೆಯ ಇತರೆ ಸದಸ್ಯರೂ ಸಮಸ್ಯೆ ತರಬಹುದು. ಅದಲ್ಲ ಮಕ್ಕಳ ಮೇಲೆ ಇದು ದೊಡ್ಡ ಪರಿಣಾಮ ಬೀರ ಬಹುದು. ಮನೆಯಲ್ಲಿ ಈ ಶೀತ, ಕೆಮ್ಮು, ಜ್ವರ ಹರಡಲು ಆರಂಭಿಸಲಿದೆ. ಹಾಗೆ ನೀವು ಜ್ವರ, ಕೆಮ್ಮು, ಶೀತದಂತಹ ಸಮಸ್ಯೆಗೆ ತಕ್ಷಣವೇ ಮೆಡಿಕಲ್‌ನಿಂದ ಮಾತ್ರೆಗಳ ತಂದು ಸೇವಿಸುವ ಬದಲಾಗಿ ಮನೆಯಲ್ಲಿರುವ ಪದಾರ್ಥಗಳಿಂದಲೇ ಕಷಾಯ ಮಾಡಿ ಕುಡಿಯುವುದು ಉತ್ತಮ. ನೀವು ಕೂಡ ಮನೆಯಲ್ಲಿ ಹಲವು ರೀತಿ ಕಷಾಯ ಮಾಡಿ ಸೇವಿಸುವುದು ನೋಡಬಹುದು. ಕಷಾಯಗಳು ನಿಮ್ಮ ಒಟ್ಟಾರೆ ಆರೋಗ್ಯಕ್ಕೆ ಬಹಳ ಉತ್ತಮ ಎನ್ನಲಾಗುತ್ತದೆ. ಹಾಗೆ ಚಳಿಗಾಲದ ಕೆಮ್ಮು, ಜ್ವರ, ಶೀತದಂತಹ ಸಮಸ್ಯೆಗೆ ನಾವಿಂದು ಸುಲಭವಾಗಿ ಶುಂಠಿ ಕಷಾಯ ಮಾಡುವುದು ಹೇಗೆ ಎಂಬುವುದನ್ನು ತಿಳಿದುಕೊಳ್ಳೋಣ. ಶುಂಠಿ ಕಷಾಯ ಮಾಡಲು ಯಾವೆಲ್ಲ ಪದಾರ್ಥಗಳು ಬೇಕು, ಮಾಡುವ ವಿಧಾನವೇನು?, ಎಷ್ಟು ಸಮಯ ಕುಡಿಯಬೇಕು ಎಂಬುದನ್ನು xyxy=(46,1508,242,1801)
